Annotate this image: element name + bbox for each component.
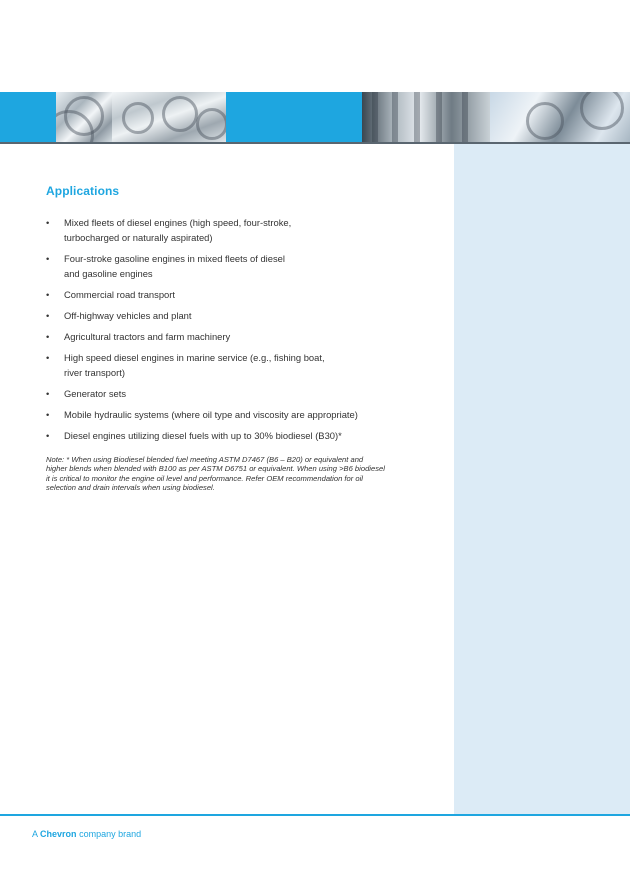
bullet-icon: • bbox=[46, 352, 50, 363]
footer-suffix: company brand bbox=[79, 829, 142, 839]
list-item-text: Mobile hydraulic systems (where oil type and viscosity are appropriate) bbox=[64, 409, 358, 420]
biodiesel-note: Note: * When using Biodiesel blended fuel meeting ASTM D7467 (B6 – B20) or equivalent and higher blends when blended with B100 as per ASTM D6751 or equivalent. When using >B6 biodiesel it is critical to monitor the engine oil level and performance. Refer OEM recommendation for oil selection and drain intervals when using biodiesel. bbox=[46, 455, 385, 493]
engine-parts-photo bbox=[490, 92, 630, 142]
section-heading: Applications bbox=[46, 184, 120, 198]
footer-brand bbox=[32, 829, 141, 839]
list-item bbox=[46, 215, 446, 245]
list-item-text-continued: and gasoline engines bbox=[64, 268, 153, 279]
brand-name: Chevron bbox=[40, 829, 77, 839]
banner-blue-block bbox=[274, 92, 362, 142]
list-item-text-continued: river transport) bbox=[64, 367, 125, 378]
bullet-icon: • bbox=[46, 409, 50, 420]
header-banner bbox=[0, 92, 630, 144]
bullet-icon: • bbox=[46, 253, 50, 264]
list-item bbox=[46, 251, 446, 281]
footer-prefix: A bbox=[32, 829, 38, 839]
list-item-text: Off-highway vehicles and plant bbox=[64, 310, 192, 321]
list-item bbox=[46, 350, 446, 380]
list-item-text: Diesel engines utilizing diesel fuels with up to 30% biodiesel (B30)* bbox=[64, 430, 342, 441]
list-item-text: High speed diesel engines in marine service (e.g., fishing boat, bbox=[64, 352, 325, 363]
sidebar-panel bbox=[454, 144, 630, 814]
list-item bbox=[46, 329, 446, 344]
banner-blue-block bbox=[0, 92, 56, 142]
bullet-icon: • bbox=[46, 388, 50, 399]
list-item-text-continued: turbocharged or naturally aspirated) bbox=[64, 232, 213, 243]
list-item-text: Commercial road transport bbox=[64, 289, 175, 300]
bearing-closeup-photo bbox=[112, 92, 226, 142]
list-item-text: Agricultural tractors and farm machinery bbox=[64, 331, 231, 342]
applications-list bbox=[46, 215, 446, 443]
list-item bbox=[46, 386, 446, 401]
applications-section bbox=[46, 184, 446, 500]
list-item bbox=[46, 428, 446, 443]
list-item bbox=[46, 407, 446, 422]
footer-divider bbox=[0, 814, 630, 816]
list-item-text: Mixed fleets of diesel engines (high speed, four-stroke, bbox=[64, 217, 292, 228]
bullet-icon: • bbox=[46, 289, 50, 300]
gears-photo bbox=[362, 92, 490, 142]
bullet-icon: • bbox=[46, 430, 50, 441]
banner-blue-block bbox=[226, 92, 274, 142]
list-item-text: Generator sets bbox=[64, 388, 127, 399]
bullet-icon: • bbox=[46, 310, 50, 321]
list-item-text: Four-stroke gasoline engines in mixed fleets of diesel bbox=[64, 253, 285, 264]
list-item bbox=[46, 308, 446, 323]
bullet-icon: • bbox=[46, 217, 50, 228]
list-item bbox=[46, 287, 446, 302]
bullet-icon: • bbox=[46, 331, 50, 342]
bearing-photo bbox=[56, 92, 112, 142]
